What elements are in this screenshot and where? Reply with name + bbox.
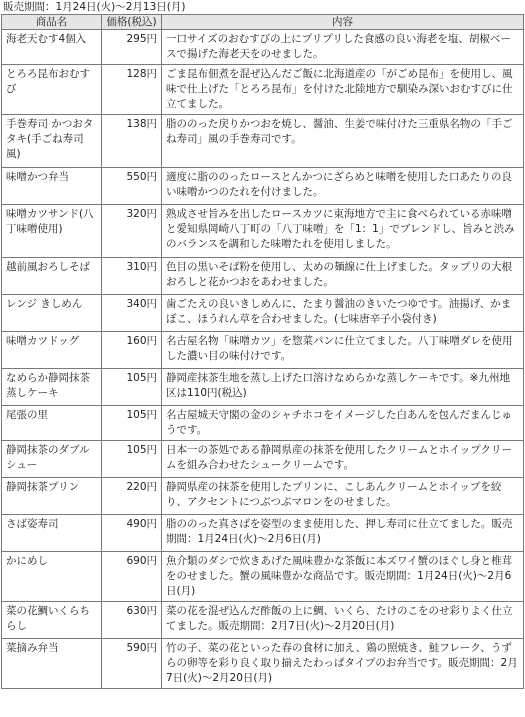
product-name: 手巻寿司 かつおタタキ(手ごね寿司風) (2, 115, 102, 168)
product-content: 熟成させ旨みを出したロースカツに東海地方で主に食べられている赤味噌と愛知県岡崎八丁町の「八丁味噌」を「1：1」でブレンドし、旨みと渋みのバランスを調和した味噌たれを使用しました。 (162, 205, 524, 258)
product-price: 690円 (102, 552, 162, 602)
product-price: 340円 (102, 295, 162, 332)
table-row (2, 602, 524, 639)
table-row (2, 205, 524, 258)
product-price: 105円 (102, 406, 162, 441)
product-price: 138円 (102, 115, 162, 168)
product-content: 竹の子、菜の花といった春の食材に加え、鶏の照焼き、鮭フレーク、うずらの卵等を彩り良く取り揃えたわっぱタイプのお弁当です。販売期間：2月7日(火)～2月20日(月) (162, 639, 524, 689)
product-price: 630円 (102, 602, 162, 639)
product-content: 魚介類のダシで炊きあげた風味豊かな茶飯に本ズワイ蟹のほぐし身と椎茸をのせました。蟹の風味豊かな商品です。販売期間：1月24日(火)～2月6日(月) (162, 552, 524, 602)
table-row (2, 639, 524, 689)
product-name: レンジ きしめん (2, 295, 102, 332)
product-name: 味噌カツドッグ (2, 332, 102, 369)
table-row (2, 478, 524, 515)
product-table (1, 14, 524, 689)
product-name: なめらか静岡抹茶蒸しケーキ (2, 369, 102, 406)
product-name: 味噌かつ弁当 (2, 168, 102, 205)
table-row (2, 65, 524, 115)
header-row (2, 15, 524, 30)
table-row (2, 258, 524, 295)
product-content: ごま昆布佃煮を混ぜ込んだご飯に北海道産の「がごめ昆布」を使用し、風味で仕上げた「とろろ昆布」を付けた北陸地方で馴染み深いおむすびに仕立てました。 (162, 65, 524, 115)
product-name: さば姿寿司 (2, 515, 102, 552)
product-content: 静岡県産の抹茶を使用したプリンに、こしあんクリームとホイップを絞り、アクセントにつぶつぶマロンをのせました。 (162, 478, 524, 515)
product-content: 菜の花を混ぜ込んだ酢飯の上に鯛、いくら、たけのこをのせ彩りよく仕立てました。販売期間：2月7日(火)～2月20日(月) (162, 602, 524, 639)
sales-period: 販売期間：1月24日(火)～2月13日(月) (3, 1, 186, 13)
product-content: 脂ののった真さばを姿型のまま使用した、押し寿司に仕立てました。販売期間：1月24日(火)～2月6日(月) (162, 515, 524, 552)
product-content: 歯ごたえの良いきしめんに、たまり醤油のきいたつゆです。油揚げ、かまぼこ、ほうれん草を合わせました。(七味唐辛子小袋付き) (162, 295, 524, 332)
product-name: 海老天むす4個入 (2, 30, 102, 65)
product-name: 越前風おろしそば (2, 258, 102, 295)
product-name: 菜摘み弁当 (2, 639, 102, 689)
product-name: 味噌カツサンド(八丁味噌使用) (2, 205, 102, 258)
product-price: 220円 (102, 478, 162, 515)
product-content: 名古屋名物「味噌カツ」を惣菜パンに仕立てました。八丁味噌ダレを使用した濃い目の味付けです。 (162, 332, 524, 369)
table-row (2, 168, 524, 205)
product-content: 名古屋城天守閣の金のシャチホコをイメージした白あんを包んだまんじゅうです。 (162, 406, 524, 441)
product-price: 550円 (102, 168, 162, 205)
product-name: かにめし (2, 552, 102, 602)
product-name: 静岡抹茶のダブルシュー (2, 441, 102, 478)
product-name: 静岡抹茶プリン (2, 478, 102, 515)
product-name: とろろ昆布おむすび (2, 65, 102, 115)
product-price: 320円 (102, 205, 162, 258)
table-row (2, 295, 524, 332)
product-name: 尾張の里 (2, 406, 102, 441)
header-price: 価格(税込) (102, 15, 162, 30)
table-row (2, 332, 524, 369)
header-content: 内容 (162, 15, 524, 30)
product-name: 菜の花鯛いくらちらし (2, 602, 102, 639)
product-content: 適度に脂ののったロースとんかつにざらめと味噌を使用した口あたりの良い味噌かつのたれを付けました。 (162, 168, 524, 205)
product-content: 一口サイズのおむすびの上にプリプリした食感の良い海老を塩、胡椒ベースで揚げた海老天をのせました。 (162, 30, 524, 65)
table-row (2, 115, 524, 168)
table-row (2, 30, 524, 65)
table-row (2, 552, 524, 602)
table-row (2, 406, 524, 441)
table-row (2, 441, 524, 478)
product-price: 105円 (102, 441, 162, 478)
product-price: 128円 (102, 65, 162, 115)
table-row (2, 515, 524, 552)
header-name: 商品名 (2, 15, 102, 30)
product-price: 160円 (102, 332, 162, 369)
product-price: 310円 (102, 258, 162, 295)
product-content: 日本一の茶処である静岡県産の抹茶を使用したクリームとホイップクリームを組み合わせたシュークリームです。 (162, 441, 524, 478)
product-price: 105円 (102, 369, 162, 406)
product-price: 590円 (102, 639, 162, 689)
product-price: 295円 (102, 30, 162, 65)
product-content: 脂ののった戻りかつおを焼し、醤油、生姜で味付けた三重県名物の「手ごね寿司」風の手巻寿司です。 (162, 115, 524, 168)
product-price: 490円 (102, 515, 162, 552)
product-content: 静岡産抹茶生地を蒸し上げた口溶けなめらかな蒸しケーキです。※九州地区は110円(税込) (162, 369, 524, 406)
product-content: 色目の黒いそば粉を使用し、太めの麺線に仕上げました。タップリの大根おろしと花かつおをあわせました。 (162, 258, 524, 295)
table-row (2, 369, 524, 406)
